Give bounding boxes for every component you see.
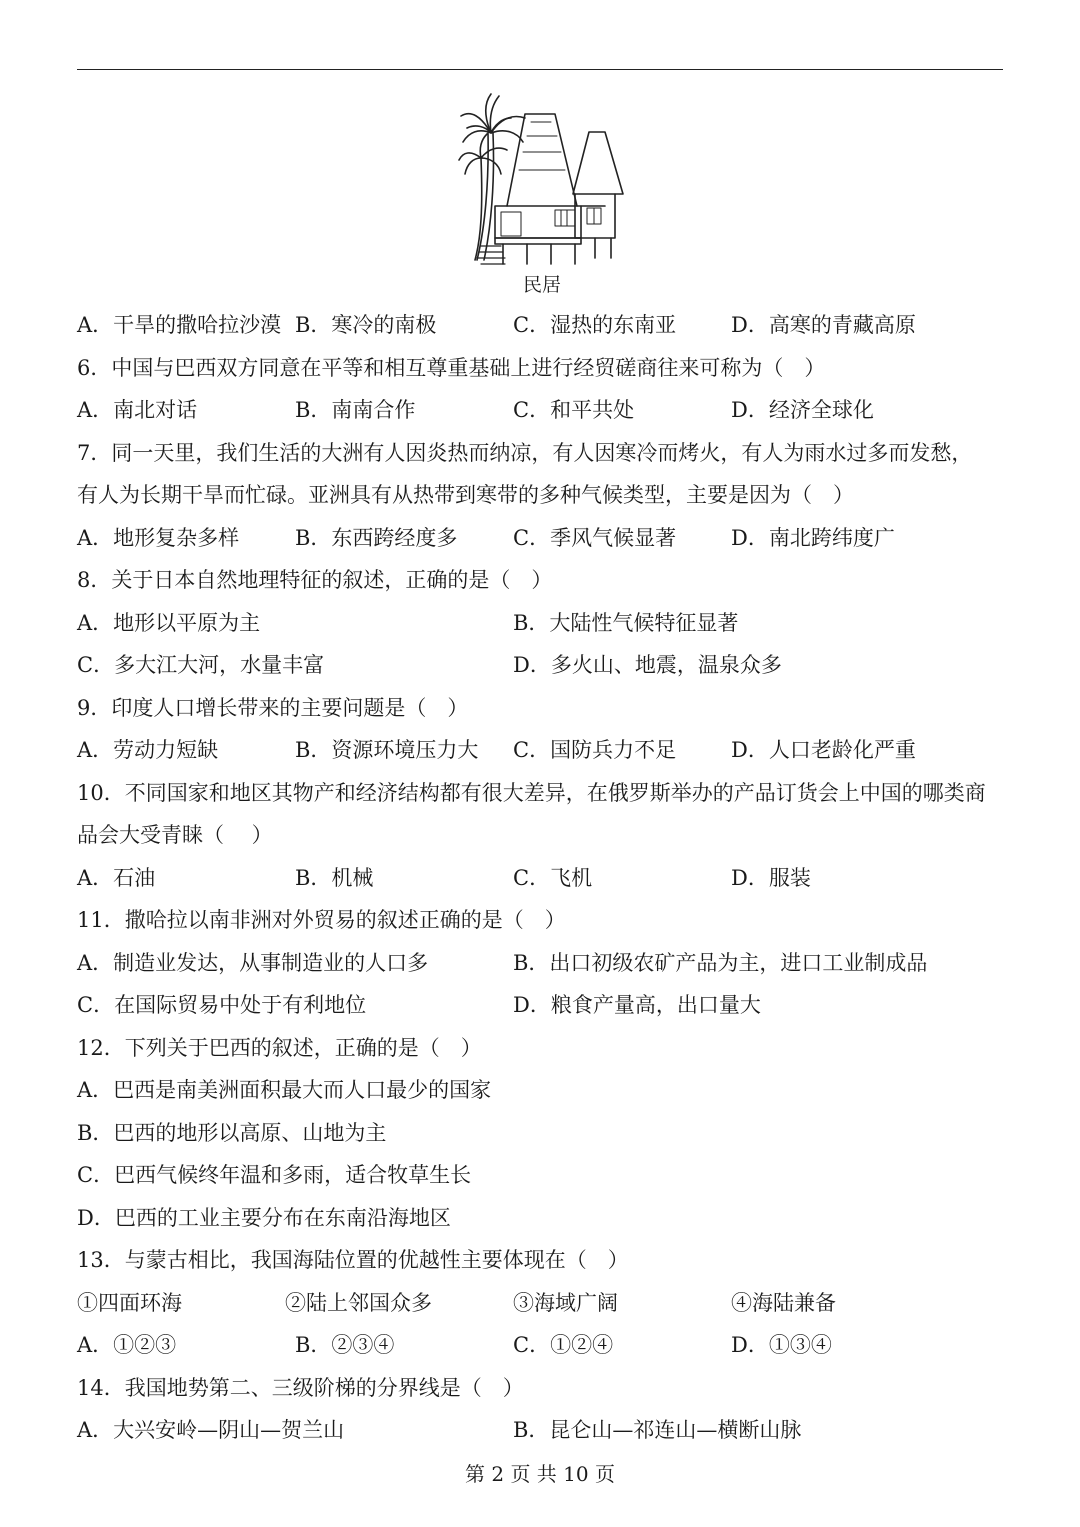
q13-options (77, 1324, 1007, 1367)
q12-option-a: A．巴西是南美洲面积最大而人口最少的国家 (77, 1078, 492, 1102)
q10-options (77, 857, 1007, 900)
q13-option-c: C．①②④ (513, 1333, 614, 1357)
q8-option-b: B．大陆性气候特征显著 (513, 610, 739, 635)
q9-options (77, 729, 1007, 772)
q13-item-1: ①四面环海 (77, 1290, 182, 1315)
q6-option-c: C．和平共处 (513, 398, 635, 422)
q8-options-row-1 (77, 602, 1007, 645)
q13-option-a: A．①②③ (77, 1333, 177, 1357)
q5-option-c: C．湿热的东南亚 (513, 313, 677, 337)
stilt-house-illustration (455, 88, 630, 270)
q8-option-c: C．多大江大河，水量丰富 (77, 653, 325, 677)
q9-option-c: C．国防兵力不足 (513, 738, 677, 762)
q14-options (77, 1409, 1007, 1452)
q11-option-b: B．出口初级农矿产品为主，进口工业制成品 (513, 950, 928, 975)
q11-options-row-1 (77, 942, 1007, 985)
q14-option-a: A．大兴安岭—阴山—贺兰山 (77, 1418, 345, 1442)
q9-option-b: B．资源环境压力大 (295, 738, 479, 762)
q10-stem-line-2: 品会大受青睐（ ） (77, 823, 273, 847)
q11-option-d: D．粮食产量高，出口量大 (513, 993, 761, 1017)
q8-stem: 8．关于日本自然地理特征的叙述，正确的是（ ） (77, 568, 553, 592)
page-number: 第 2 页 共 10 页 (465, 1462, 615, 1486)
q6-option-a: A．南北对话 (77, 398, 198, 422)
question-list (77, 304, 1007, 1452)
q13-option-d: D．①③④ (731, 1333, 832, 1357)
q9-stem: 9．印度人口增长带来的主要问题是（ ） (77, 695, 469, 720)
q11-stem: 11．撒哈拉以南非洲对外贸易的叙述正确的是（ ） (77, 908, 566, 932)
q11-option-c: C．在国际贸易中处于有利地位 (77, 993, 367, 1017)
q9-option-a: A．劳动力短缺 (77, 738, 219, 762)
q10-option-b: B．机械 (295, 865, 374, 890)
q8-options-row-2 (77, 644, 1007, 687)
q13-items (77, 1282, 1007, 1325)
q12-stem: 12．下列关于巴西的叙述，正确的是（ ） (77, 1035, 482, 1060)
q8-option-d: D．多火山、地震，温泉众多 (513, 653, 782, 677)
q7-options (77, 517, 1007, 560)
q11-options-row-2 (77, 984, 1007, 1027)
q14-stem: 14．我国地势第二、三级阶梯的分界线是（ ） (77, 1375, 524, 1400)
q10-option-a: A．石油 (77, 865, 156, 890)
q6-option-b: B．南南合作 (295, 398, 416, 422)
q13-stem: 13．与蒙古相比，我国海陆位置的优越性主要体现在（ ） (77, 1248, 629, 1272)
q7-option-c: C．季风气候显著 (513, 525, 677, 550)
q6-stem: 6．中国与巴西双方同意在平等和相互尊重基础上进行经贸磋商往来可称为（ ） (77, 355, 826, 380)
q7-stem-line-2: 有人为长期干旱而忙碌。亚洲具有从热带到寒带的多种气候类型，主要是因为（ ） (77, 483, 854, 507)
q14-option-b: B．昆仑山—祁连山—横断山脉 (513, 1418, 802, 1442)
q6-option-d: D．经济全球化 (731, 398, 874, 422)
q7-option-b: B．东西跨经度多 (295, 525, 458, 550)
q5-option-a: A．干旱的撒哈拉沙漠 (77, 313, 282, 337)
q11-option-a: A．制造业发达，从事制造业的人口多 (77, 950, 429, 975)
q10-stem-line-1: 10．不同国家和地区其物产和经济结构都有很大差异，在俄罗斯举办的产品订货会上中国的哪类商 (77, 780, 986, 805)
q9-option-d: D．人口老龄化严重 (731, 738, 916, 762)
q12-option-d: D．巴西的工业主要分布在东南沿海地区 (77, 1205, 451, 1230)
header-rule (77, 69, 1003, 70)
figure-caption: 民居 (522, 274, 561, 296)
q13-item-3: ③海域广阔 (513, 1290, 618, 1315)
q12-option-b: B．巴西的地形以高原、山地为主 (77, 1120, 387, 1145)
q5-option-b: B．寒冷的南极 (295, 313, 437, 337)
q13-item-4: ④海陆兼备 (731, 1290, 836, 1315)
q8-option-a: A．地形以平原为主 (77, 610, 261, 635)
q6-options (77, 389, 1007, 432)
q7-stem-line-1: 7．同一天里，我们生活的大洲有人因炎热而纳凉，有人因寒冷而烤火，有人为雨水过多而发愁， (77, 440, 973, 465)
q7-option-a: A．地形复杂多样 (77, 525, 240, 550)
q12-option-c: C．巴西气候终年温和多雨，适合牧草生长 (77, 1163, 472, 1187)
q10-option-d: D．服装 (731, 865, 811, 890)
q13-item-2: ②陆上邻国众多 (285, 1290, 432, 1315)
q10-option-c: C．飞机 (513, 865, 593, 890)
q13-option-b: B．②③④ (295, 1333, 395, 1357)
q7-option-d: D．南北跨纬度广 (731, 525, 895, 550)
q5-options (77, 304, 1007, 347)
q5-option-d: D．高寒的青藏高原 (731, 313, 916, 337)
